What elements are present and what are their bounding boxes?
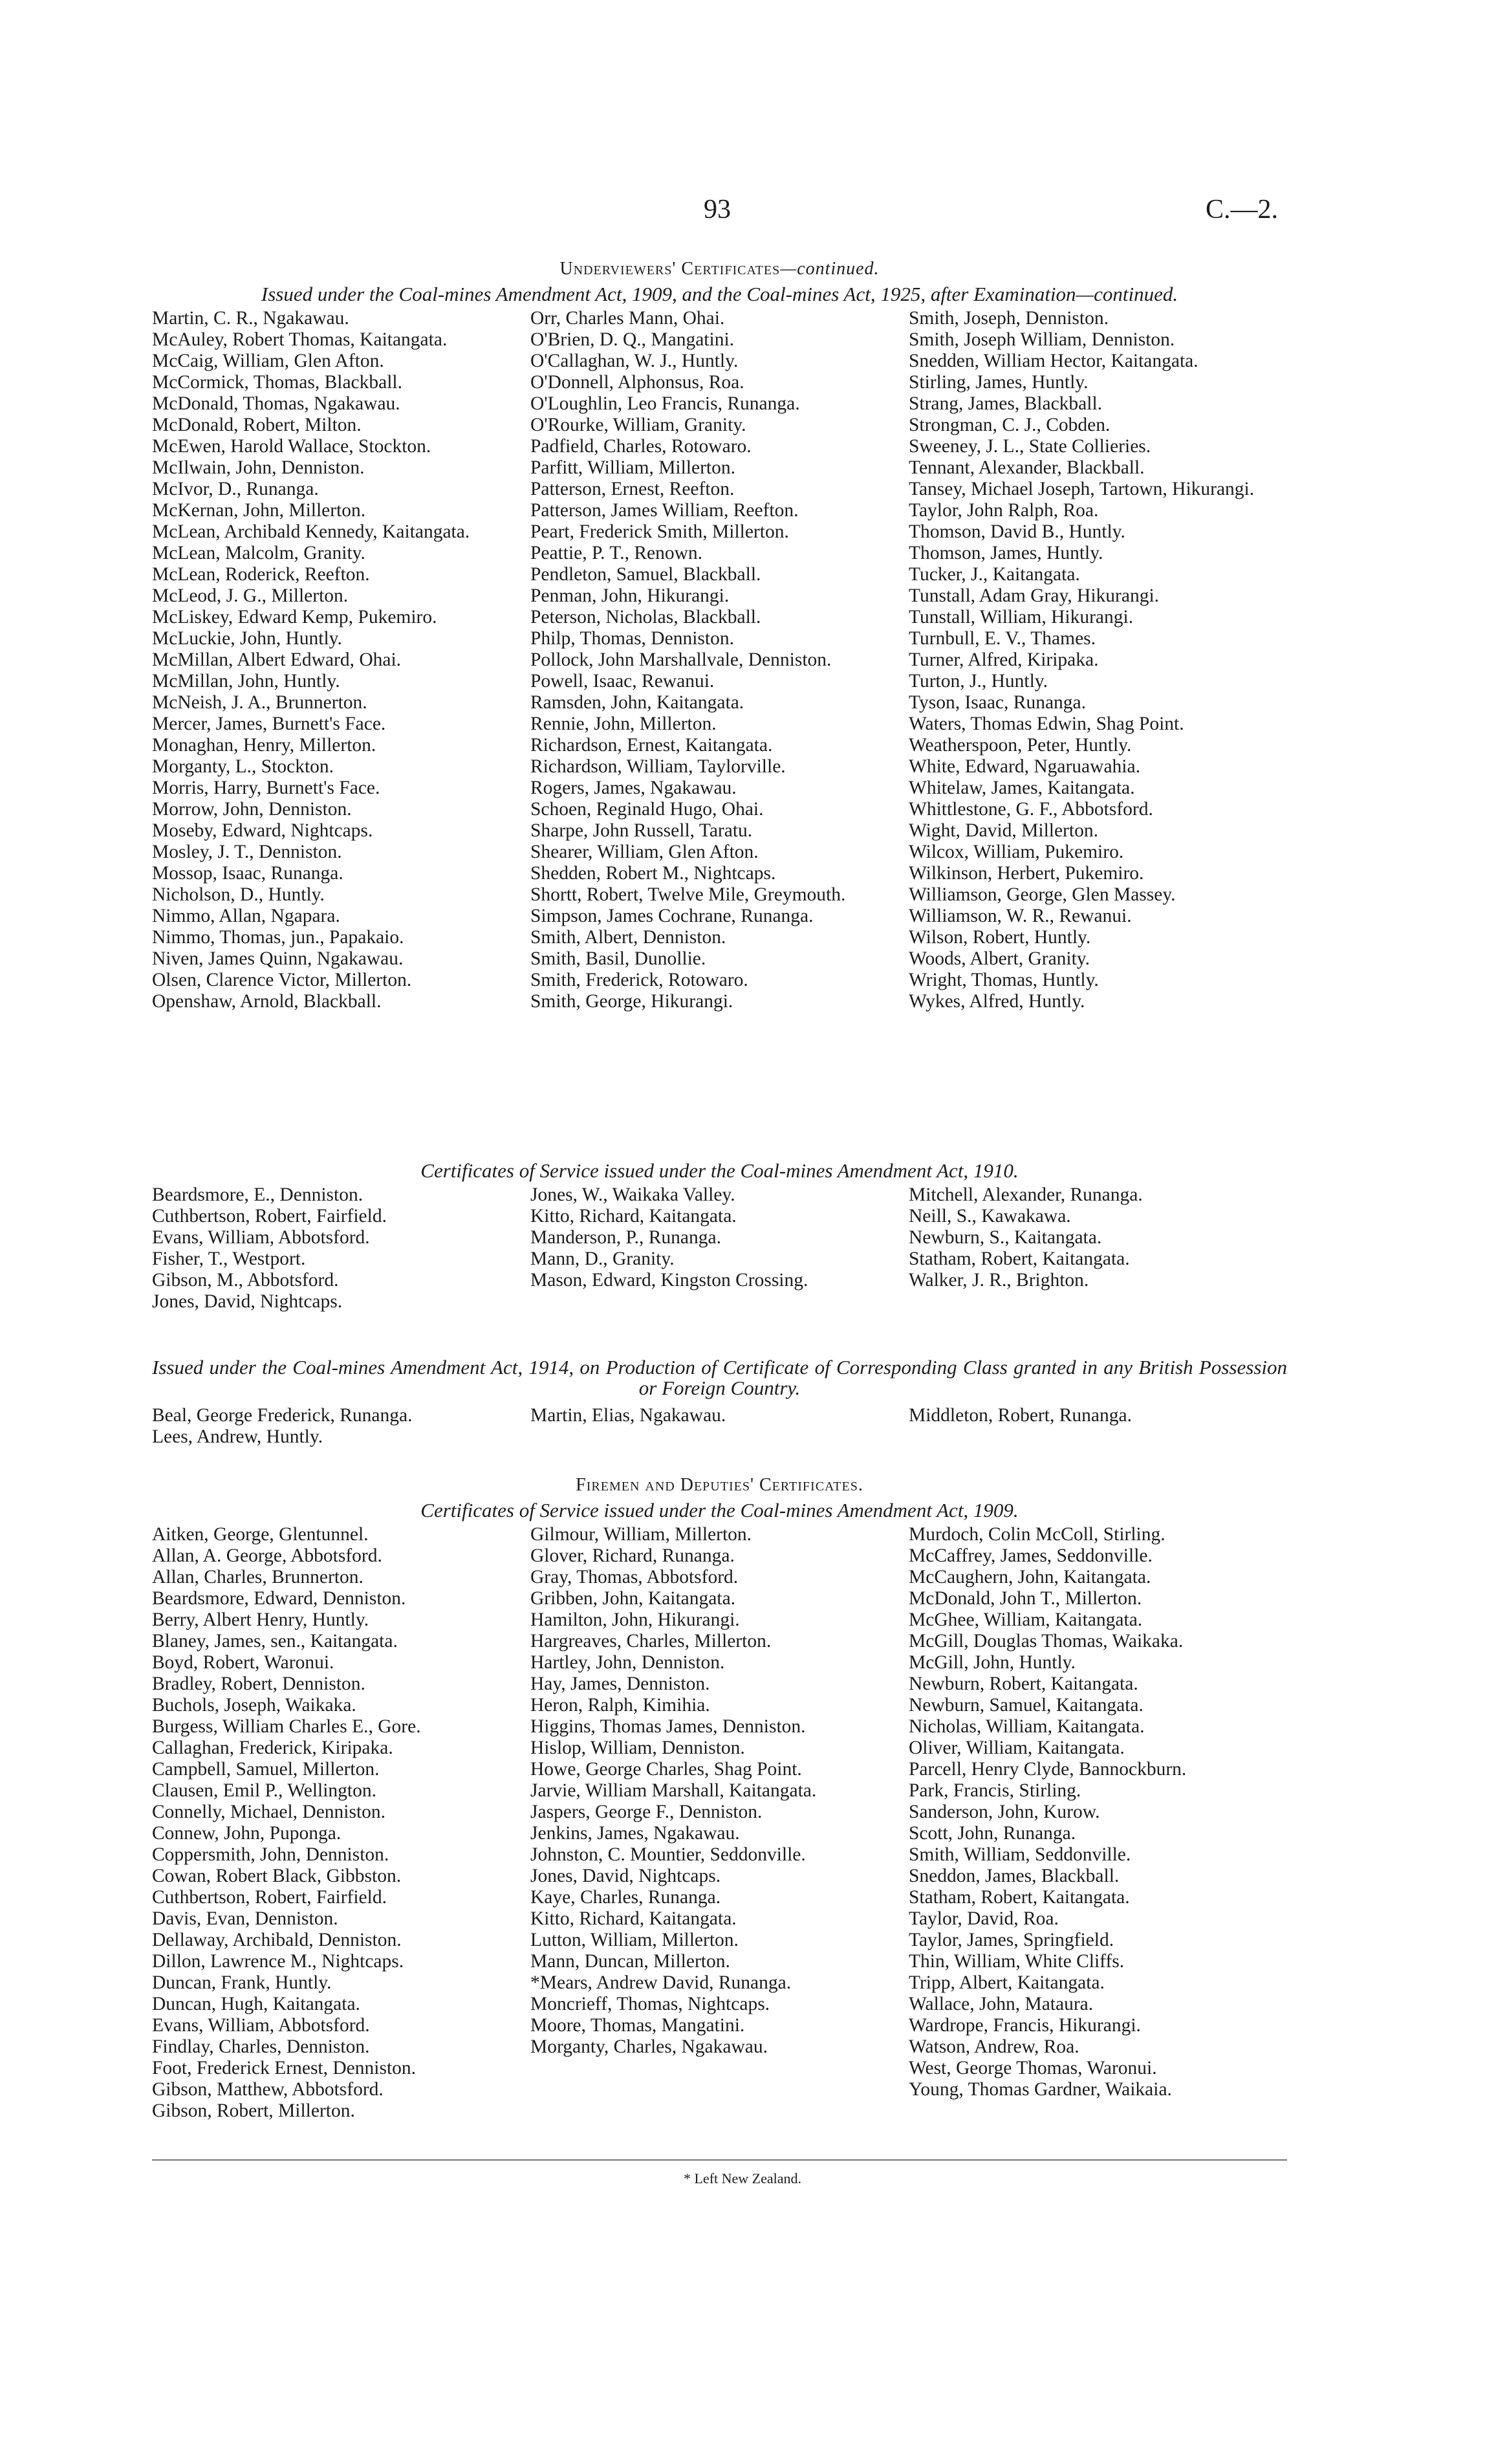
name-columns: [152, 308, 1287, 1012]
name-entry: Powell, Isaac, Rewanui.: [530, 671, 715, 692]
name-entry: Murdoch, Colin McColl, Stirling.: [909, 1524, 1165, 1545]
name-entry: Glover, Richard, Runanga.: [530, 1545, 735, 1566]
name-entry: Gibson, M., Abbotsford.: [152, 1270, 339, 1291]
name-entry: Coppersmith, John, Denniston.: [152, 1844, 389, 1865]
name-entry: Tunstall, Adam Gray, Hikurangi.: [909, 585, 1160, 606]
name-entry: Findlay, Charles, Denniston.: [152, 2036, 370, 2057]
name-entry: Waters, Thomas Edwin, Shag Point.: [909, 714, 1184, 734]
name-entry: Sweeney, J. L., State Collieries.: [909, 436, 1151, 457]
name-entry: Turner, Alfred, Kiripaka.: [909, 649, 1099, 670]
name-entry: Patterson, James William, Reefton.: [530, 500, 799, 521]
underviewers-section: [152, 259, 1287, 1012]
name-entry: Woods, Albert, Granity.: [909, 948, 1090, 969]
column-1: [152, 308, 530, 1012]
section-subtitle: Issued under the Coal-mines Amendment Act, 1909, and the Coal-mines Act, 1925, after Examination—continued.: [261, 283, 1178, 305]
name-entry: Young, Thomas Gardner, Waikaia.: [909, 2079, 1172, 2100]
name-entry: Gibson, Robert, Millerton.: [152, 2100, 355, 2121]
name-entry: Smith, Joseph William, Denniston.: [909, 329, 1175, 350]
name-entry: Nicholson, D., Huntly.: [152, 884, 325, 905]
name-entry: Wallace, John, Mataura.: [909, 1994, 1094, 2014]
name-entry: Evans, William, Abbotsford.: [152, 2015, 370, 2036]
name-entry: Thomson, David B., Huntly.: [909, 521, 1125, 542]
name-entry: Higgins, Thomas James, Denniston.: [530, 1716, 806, 1737]
name-entry: Weatherspoon, Peter, Huntly.: [909, 735, 1132, 756]
name-entry: Park, Francis, Stirling.: [909, 1780, 1081, 1801]
name-entry: McCaig, William, Glen Afton.: [152, 351, 384, 371]
name-entry: Lutton, William, Millerton.: [530, 1930, 739, 1950]
name-entry: Jaspers, George F., Denniston.: [530, 1802, 763, 1822]
name-entry: Tansey, Michael Joseph, Tartown, Hikurangi.: [909, 479, 1255, 499]
name-entry: Simpson, James Cochrane, Runanga.: [530, 906, 814, 926]
section-subtitle: Issued under the Coal-mines Amendment Act, 1914, on Production of Certificate of Corresponding Class granted in any British Possession or Foreign Country.: [152, 1356, 1287, 1399]
column-2: [530, 1405, 909, 1448]
name-entry: Mason, Edward, Kingston Crossing.: [530, 1270, 808, 1291]
name-entry: McEwen, Harold Wallace, Stockton.: [152, 436, 431, 457]
name-entry: Oliver, William, Kaitangata.: [909, 1738, 1125, 1758]
section-title: Underviewers' Certificates—continued.: [559, 259, 880, 279]
name-entry: Smith, George, Hikurangi.: [530, 991, 733, 1012]
name-entry: Kaye, Charles, Runanga.: [530, 1887, 721, 1908]
name-entry: Whittlestone, G. F., Abbotsford.: [909, 799, 1153, 820]
name-entry: McKernan, John, Millerton.: [152, 500, 366, 521]
name-entry: Whitelaw, James, Kaitangata.: [909, 778, 1135, 798]
name-entry: Allan, A. George, Abbotsford.: [152, 1545, 382, 1566]
name-entry: Stirling, James, Huntly.: [909, 372, 1089, 393]
name-entry: Callaghan, Frederick, Kiripaka.: [152, 1738, 393, 1758]
name-entry: Jenkins, James, Ngakawau.: [530, 1823, 740, 1844]
name-entry: Mann, D., Granity.: [530, 1248, 675, 1269]
name-entry: Orr, Charles Mann, Ohai.: [530, 308, 725, 329]
name-entry: Richardson, Ernest, Kaitangata.: [530, 735, 773, 756]
column-2: [530, 1184, 909, 1313]
name-entry: Hislop, William, Denniston.: [530, 1738, 745, 1758]
name-entry: Olsen, Clarence Victor, Millerton.: [152, 970, 412, 990]
name-entry: McIvor, D., Runanga.: [152, 479, 319, 499]
name-entry: Peterson, Nicholas, Blackball.: [530, 607, 761, 627]
name-entry: Morganty, Charles, Ngakawau.: [530, 2036, 768, 2057]
name-entry: Wright, Thomas, Huntly.: [909, 970, 1099, 990]
name-entry: West, George Thomas, Waronui.: [909, 2058, 1157, 2078]
name-entry: McGill, Douglas Thomas, Waikaka.: [909, 1631, 1184, 1652]
name-entry: Johnston, C. Mountier, Seddonville.: [530, 1844, 806, 1865]
name-columns: [152, 1524, 1287, 2122]
name-entry: Wilkinson, Herbert, Pukemiro.: [909, 863, 1144, 884]
footnote-rule: [152, 2159, 1287, 2161]
name-entry: Fisher, T., Westport.: [152, 1248, 306, 1269]
name-columns: [152, 1405, 1287, 1448]
name-entry: Parfitt, William, Millerton.: [530, 457, 735, 478]
name-entry: McLuckie, John, Huntly.: [152, 628, 342, 649]
name-entry: Allan, Charles, Brunnerton.: [152, 1567, 363, 1587]
name-entry: Schoen, Reginald Hugo, Ohai.: [530, 799, 764, 820]
name-entry: Turton, J., Huntly.: [909, 671, 1048, 692]
name-entry: Taylor, John Ralph, Roa.: [909, 500, 1099, 521]
name-entry: McLean, Archibald Kennedy, Kaitangata.: [152, 521, 470, 542]
name-entry: Heron, Ralph, Kimihia.: [530, 1695, 710, 1716]
name-entry: Cuthbertson, Robert, Fairfield.: [152, 1887, 387, 1908]
name-entry: Taylor, David, Roa.: [909, 1908, 1059, 1929]
name-entry: Mitchell, Alexander, Runanga.: [909, 1184, 1143, 1205]
name-entry: Sanderson, John, Kurow.: [909, 1802, 1100, 1822]
name-entry: Tripp, Albert, Kaitangata.: [909, 1972, 1105, 1993]
name-entry: Jones, David, Nightcaps.: [530, 1866, 721, 1886]
name-entry: Kitto, Richard, Kaitangata.: [530, 1908, 737, 1929]
name-entry: Hamilton, John, Hikurangi.: [530, 1609, 740, 1630]
name-entry: Davis, Evan, Denniston.: [152, 1908, 338, 1929]
name-entry: Bradley, Robert, Denniston.: [152, 1674, 365, 1694]
name-entry: Manderson, P., Runanga.: [530, 1227, 721, 1248]
name-entry: Padfield, Charles, Rotowaro.: [530, 436, 752, 457]
name-entry: Morganty, L., Stockton.: [152, 756, 334, 777]
name-entry: Howe, George Charles, Shag Point.: [530, 1759, 802, 1780]
name-entry: Gray, Thomas, Abbotsford.: [530, 1567, 739, 1587]
column-3: [909, 1405, 1287, 1448]
name-entry: Taylor, James, Springfield.: [909, 1930, 1114, 1950]
name-entry: Pendleton, Samuel, Blackball.: [530, 564, 761, 585]
name-entry: O'Donnell, Alphonsus, Roa.: [530, 372, 744, 393]
name-entry: Lees, Andrew, Huntly.: [152, 1426, 323, 1447]
name-entry: Peattie, P. T., Renown.: [530, 543, 703, 563]
name-entry: Rennie, John, Millerton.: [530, 714, 717, 734]
name-entry: Richardson, William, Taylorville.: [530, 756, 786, 777]
firemen-deputies-section: [152, 1475, 1287, 2122]
name-entry: McDonald, John T., Millerton.: [909, 1588, 1142, 1609]
name-entry: Statham, Robert, Kaitangata.: [909, 1887, 1130, 1908]
name-entry: Dellaway, Archibald, Denniston.: [152, 1930, 402, 1950]
column-1: [152, 1184, 530, 1313]
name-entry: Mann, Duncan, Millerton.: [530, 1951, 730, 1972]
name-entry: Wilson, Robert, Huntly.: [909, 927, 1091, 948]
name-entry: Burgess, William Charles E., Gore.: [152, 1716, 421, 1737]
name-entry: Niven, James Quinn, Ngakawau.: [152, 948, 404, 969]
name-entry: Campbell, Samuel, Millerton.: [152, 1759, 380, 1780]
name-entry: Cowan, Robert Black, Gibbston.: [152, 1866, 402, 1886]
name-entry: Nimmo, Thomas, jun., Papakaio.: [152, 927, 404, 948]
name-entry: Hargreaves, Charles, Millerton.: [530, 1631, 772, 1652]
name-entry: Tyson, Isaac, Runanga.: [909, 692, 1087, 713]
name-entry: McDonald, Robert, Milton.: [152, 415, 362, 435]
name-entry: Middleton, Robert, Runanga.: [909, 1405, 1132, 1426]
name-entry: Snedden, William Hector, Kaitangata.: [909, 351, 1198, 371]
name-entry: Beal, George Frederick, Runanga.: [152, 1405, 413, 1426]
name-entry: Shortt, Robert, Twelve Mile, Greymouth.: [530, 884, 846, 905]
name-entry: Watson, Andrew, Roa.: [909, 2036, 1079, 2057]
name-entry: Wilcox, William, Pukemiro.: [909, 842, 1124, 862]
name-entry: McIlwain, John, Denniston.: [152, 457, 365, 478]
name-entry: Patterson, Ernest, Reefton.: [530, 479, 735, 499]
page-header: [0, 194, 1485, 233]
name-entry: Beardsmore, E., Denniston.: [152, 1184, 363, 1205]
name-entry: Jones, David, Nightcaps.: [152, 1291, 343, 1312]
section-subtitle: Certificates of Service issued under the Coal-mines Amendment Act, 1910.: [420, 1159, 1019, 1182]
name-entry: Morrow, John, Denniston.: [152, 799, 352, 820]
name-entry: Tucker, J., Kaitangata.: [909, 564, 1080, 585]
name-entry: Moncrieff, Thomas, Nightcaps.: [530, 1994, 770, 2014]
name-entry: Mercer, James, Burnett's Face.: [152, 714, 386, 734]
name-entry: Statham, Robert, Kaitangata.: [909, 1248, 1130, 1269]
name-entry: Scott, John, Runanga.: [909, 1823, 1076, 1844]
name-entry: Newburn, S., Kaitangata.: [909, 1227, 1102, 1248]
name-entry: Mosley, J. T., Denniston.: [152, 842, 342, 862]
name-entry: Sneddon, James, Blackball.: [909, 1866, 1120, 1886]
name-entry: Nimmo, Allan, Ngapara.: [152, 906, 340, 926]
name-entry: Cuthbertson, Robert, Fairfield.: [152, 1206, 387, 1227]
column-1: [152, 1524, 530, 2122]
name-entry: McDonald, Thomas, Ngakawau.: [152, 393, 400, 414]
name-entry: Shearer, William, Glen Afton.: [530, 842, 759, 862]
name-entry: O'Brien, D. Q., Mangatini.: [530, 329, 735, 350]
foreign-certificate-section: [152, 1357, 1287, 1448]
name-entry: Newburn, Robert, Kaitangata.: [909, 1674, 1138, 1694]
name-entry: Turnbull, E. V., Thames.: [909, 628, 1096, 649]
name-entry: McNeish, J. A., Brunnerton.: [152, 692, 367, 713]
column-1: [152, 1405, 530, 1448]
column-3: [909, 1524, 1287, 2122]
name-entry: Buchols, Joseph, Waikaka.: [152, 1695, 356, 1716]
name-entry: Parcell, Henry Clyde, Bannockburn.: [909, 1759, 1187, 1780]
name-entry: Penman, John, Hikurangi.: [530, 585, 730, 606]
name-entry: McLeod, J. G., Millerton.: [152, 585, 349, 606]
name-entry: Morris, Harry, Burnett's Face.: [152, 778, 380, 798]
name-entry: Newburn, Samuel, Kaitangata.: [909, 1695, 1144, 1716]
column-2: [530, 1524, 909, 2122]
name-entry: Mossop, Isaac, Runanga.: [152, 863, 343, 884]
name-entry: Evans, William, Abbotsford.: [152, 1227, 370, 1248]
name-entry: Philp, Thomas, Denniston.: [530, 628, 734, 649]
name-entry: Kitto, Richard, Kaitangata.: [530, 1206, 737, 1227]
column-3: [909, 308, 1287, 1012]
name-entry: Boyd, Robert, Waronui.: [152, 1652, 334, 1673]
name-entry: Moore, Thomas, Mangatini.: [530, 2015, 745, 2036]
name-entry: McGill, John, Huntly.: [909, 1652, 1076, 1673]
name-entry: Williamson, W. R., Rewanui.: [909, 906, 1132, 926]
name-entry: Rogers, James, Ngakawau.: [530, 778, 737, 798]
name-entry: Beardsmore, Edward, Denniston.: [152, 1588, 406, 1609]
name-entry: Smith, Joseph, Denniston.: [909, 308, 1109, 329]
name-entry: Connelly, Michael, Denniston.: [152, 1802, 386, 1822]
name-entry: Gilmour, William, Millerton.: [530, 1524, 752, 1545]
name-entry: McCaffrey, James, Seddonville.: [909, 1545, 1153, 1566]
name-entry: O'Rourke, William, Granity.: [530, 415, 746, 435]
name-entry: McCaughern, John, Kaitangata.: [909, 1567, 1151, 1587]
name-entry: McLean, Roderick, Reefton.: [152, 564, 370, 585]
name-entry: Berry, Albert Henry, Huntly.: [152, 1609, 369, 1630]
name-entry: Smith, William, Seddonville.: [909, 1844, 1131, 1865]
section-subtitle: Certificates of Service issued under the Coal-mines Amendment Act, 1909.: [420, 1499, 1019, 1521]
name-entry: Thomson, James, Huntly.: [909, 543, 1103, 563]
name-entry: Gribben, John, Kaitangata.: [530, 1588, 736, 1609]
name-entry: Jarvie, William Marshall, Kaitangata.: [530, 1780, 817, 1801]
footnote: * Left New Zealand.: [683, 2170, 802, 2186]
column-2: [530, 308, 909, 1012]
name-entry: Jones, W., Waikaka Valley.: [530, 1184, 735, 1205]
name-entry: Tennant, Alexander, Blackball.: [909, 457, 1145, 478]
name-entry: Walker, J. R., Brighton.: [909, 1270, 1089, 1291]
document-reference: C.—2.: [1205, 195, 1278, 224]
name-entry: Smith, Frederick, Rotowaro.: [530, 970, 748, 990]
name-entry: Smith, Basil, Dunollie.: [530, 948, 706, 969]
name-entry: Thin, William, White Cliffs.: [909, 1951, 1125, 1972]
name-entry: Pollock, John Marshallvale, Denniston.: [530, 649, 832, 670]
name-entry: Strang, James, Blackball.: [909, 393, 1103, 414]
name-entry: McMillan, Albert Edward, Ohai.: [152, 649, 402, 670]
name-entry: Wight, David, Millerton.: [909, 820, 1098, 841]
name-entry: Hartley, John, Denniston.: [530, 1652, 725, 1673]
section-title: Firemen and Deputies' Certificates.: [576, 1475, 863, 1495]
page-number: 93: [704, 195, 731, 224]
name-entry: Wardrope, Francis, Hikurangi.: [909, 2015, 1141, 2036]
column-3: [909, 1184, 1287, 1313]
name-entry: Nicholas, William, Kaitangata.: [909, 1716, 1145, 1737]
name-entry: McLean, Malcolm, Granity.: [152, 543, 365, 563]
name-entry: Martin, Elias, Ngakawau.: [530, 1405, 726, 1426]
name-entry: McAuley, Robert Thomas, Kaitangata.: [152, 329, 448, 350]
name-entry: Foot, Frederick Ernest, Denniston.: [152, 2058, 417, 2078]
name-entry: McCormick, Thomas, Blackball.: [152, 372, 402, 393]
name-entry: White, Edward, Ngaruawahia.: [909, 756, 1140, 777]
name-entry: Williamson, George, Glen Massey.: [909, 884, 1176, 905]
name-entry: Duncan, Frank, Huntly.: [152, 1972, 332, 1993]
name-entry: Gibson, Matthew, Abbotsford.: [152, 2079, 384, 2100]
name-entry: Martin, C. R., Ngakawau.: [152, 308, 349, 329]
name-columns: [152, 1184, 1287, 1313]
name-entry: Duncan, Hugh, Kaitangata.: [152, 1994, 360, 2014]
name-entry: Ramsden, John, Kaitangata.: [530, 692, 744, 713]
name-entry: Smith, Albert, Denniston.: [530, 927, 726, 948]
name-entry: Openshaw, Arnold, Blackball.: [152, 991, 382, 1012]
name-entry: Strongman, C. J., Cobden.: [909, 415, 1111, 435]
name-entry: Neill, S., Kawakawa.: [909, 1206, 1071, 1227]
name-entry: Shedden, Robert M., Nightcaps.: [530, 863, 776, 884]
name-entry: Dillon, Lawrence M., Nightcaps.: [152, 1951, 404, 1972]
name-entry: Moseby, Edward, Nightcaps.: [152, 820, 373, 841]
name-entry: Aitken, George, Glentunnel.: [152, 1524, 369, 1545]
name-entry: *Mears, Andrew David, Runanga.: [530, 1972, 792, 1993]
service-1910-section: [152, 1161, 1287, 1313]
name-entry: Tunstall, William, Hikurangi.: [909, 607, 1134, 627]
name-entry: O'Loughlin, Leo Francis, Runanga.: [530, 393, 800, 414]
name-entry: McMillan, John, Huntly.: [152, 671, 340, 692]
name-entry: Wykes, Alfred, Huntly.: [909, 991, 1085, 1012]
name-entry: Clausen, Emil P., Wellington.: [152, 1780, 376, 1801]
name-entry: Hay, James, Denniston.: [530, 1674, 710, 1694]
name-entry: Monaghan, Henry, Millerton.: [152, 735, 376, 756]
name-entry: McLiskey, Edward Kemp, Pukemiro.: [152, 607, 437, 627]
name-entry: Blaney, James, sen., Kaitangata.: [152, 1631, 398, 1652]
name-entry: McGhee, William, Kaitangata.: [909, 1609, 1143, 1630]
name-entry: O'Callaghan, W. J., Huntly.: [530, 351, 739, 371]
name-entry: Sharpe, John Russell, Taratu.: [530, 820, 753, 841]
name-entry: Connew, John, Puponga.: [152, 1823, 341, 1844]
name-entry: Peart, Frederick Smith, Millerton.: [530, 521, 789, 542]
